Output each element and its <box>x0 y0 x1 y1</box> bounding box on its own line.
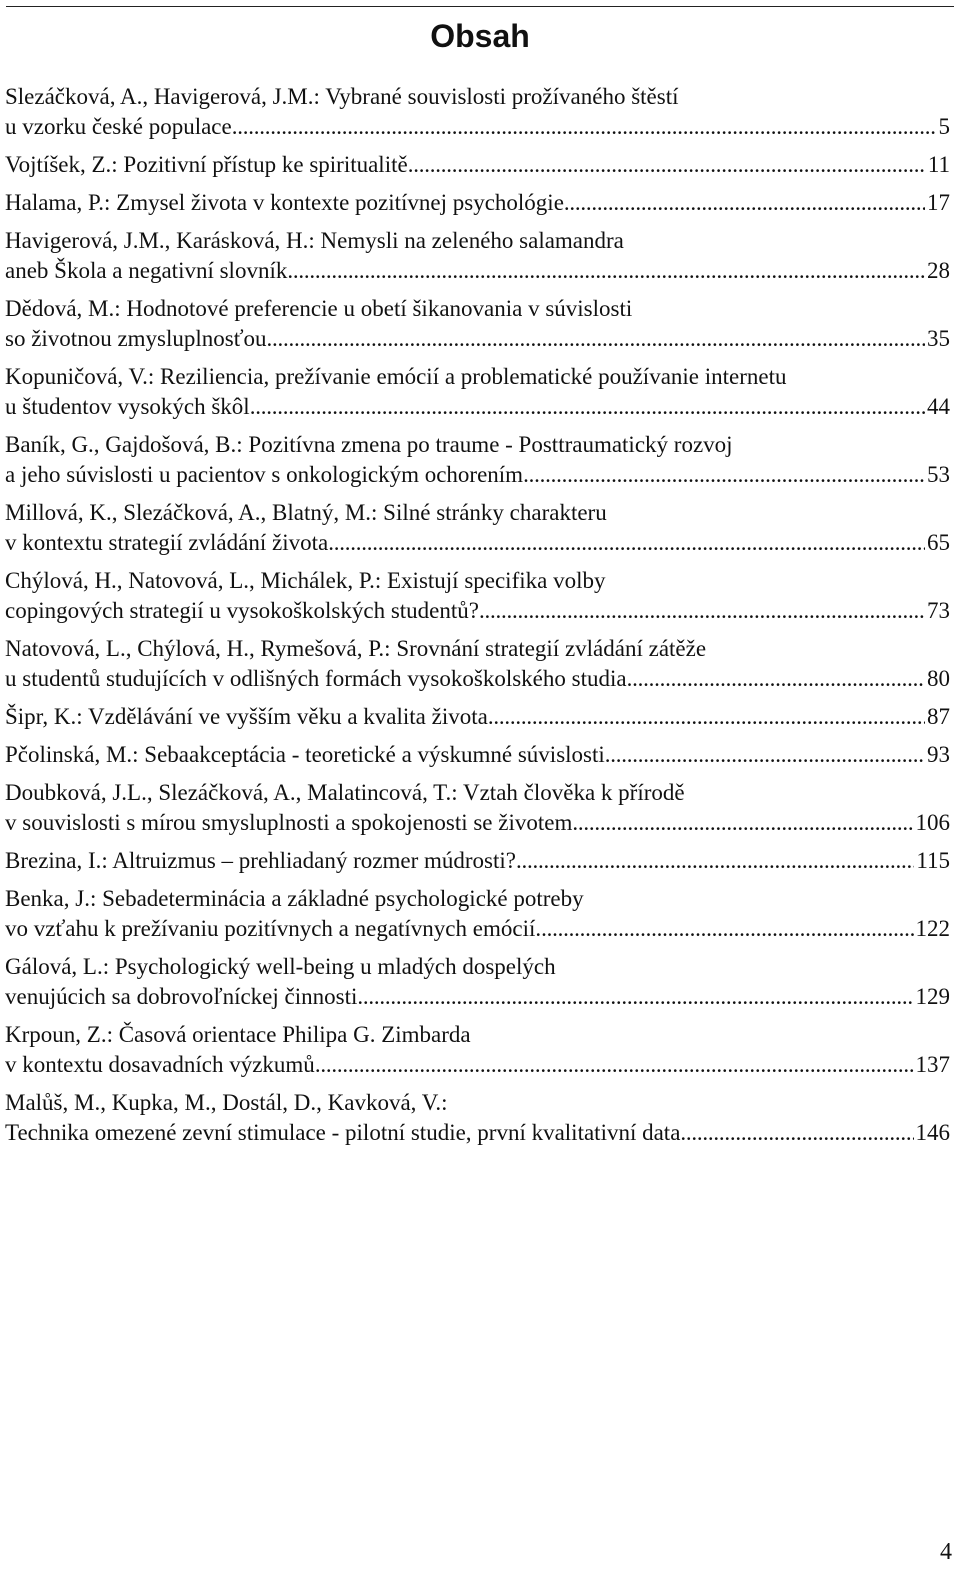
toc-entry[interactable] <box>5 430 950 490</box>
toc-entry-line: Benka, J.: Sebadeterminácia a základné psychologické potreby <box>5 886 584 911</box>
dot-leader <box>564 188 925 218</box>
dot-leader <box>605 740 925 770</box>
toc-entry-last-line <box>5 914 950 944</box>
dot-leader <box>479 596 925 626</box>
toc-entry-title: Vojtíšek, Z.: Pozitivní přístup ke spiritualitě <box>5 152 408 177</box>
toc-entry-line: Havigerová, J.M., Karásková, H.: Nemysli na zeleného salamandra <box>5 228 624 253</box>
toc-entry-title: v souvislosti s mírou smysluplnosti a spokojenosti se životem <box>5 810 573 835</box>
toc-entry-title: Technika omezené zevní stimulace - pilotní studie, první kvalitativní data <box>5 1120 681 1145</box>
toc-page-number: 11 <box>927 152 950 177</box>
toc-page-number: 106 <box>915 810 950 835</box>
toc-entry-last-line <box>5 460 950 490</box>
toc-entry-title: u studentů studujících v odlišných formách vysokoškolského studia <box>5 666 627 691</box>
toc-entry-title: aneb Škola a negativní slovník <box>5 258 288 283</box>
dot-leader <box>328 528 925 558</box>
page-number: 4 <box>940 1539 952 1565</box>
toc-entry-title: v kontextu dosavadních výzkumů <box>5 1052 315 1077</box>
toc-page-number: 53 <box>927 462 950 487</box>
toc-page-number: 44 <box>927 394 950 419</box>
toc-entry-last-line <box>5 150 950 180</box>
toc-entry[interactable] <box>5 150 950 180</box>
toc-entry-last-line <box>5 256 950 286</box>
toc-entry[interactable] <box>5 634 950 694</box>
toc-entry-title: v kontextu strategií zvládání života <box>5 530 329 555</box>
toc-entry[interactable] <box>5 226 950 286</box>
toc-entry[interactable] <box>5 294 950 354</box>
dot-leader <box>680 1118 913 1148</box>
toc-entry-title: Halama, P.: Zmysel života v kontexte pozitívnej psychológie <box>5 190 564 215</box>
toc-entry[interactable] <box>5 952 950 1012</box>
toc-entry-last-line <box>5 528 950 558</box>
toc-entry-title: Šipr, K.: Vzdělávání ve vyšším věku a kvalita života <box>5 704 488 729</box>
toc-entry-line: Gálová, L.: Psychologický well-being u mladých dospelých <box>5 954 556 979</box>
toc-entry-last-line <box>5 1118 950 1148</box>
toc-entry[interactable] <box>5 82 950 142</box>
dot-leader <box>488 702 925 732</box>
toc-entry-line: Chýlová, H., Natovová, L., Michálek, P.: Existují specifika volby <box>5 568 606 593</box>
toc-page-number: 146 <box>915 1120 950 1145</box>
toc-entry[interactable] <box>5 498 950 558</box>
toc-entry-line: Millová, K., Slezáčková, A., Blatný, M.: Silné stránky charakteru <box>5 500 607 525</box>
toc-entry-line: Krpoun, Z.: Časová orientace Philipa G. Zimbarda <box>5 1022 471 1047</box>
toc-page-number: 35 <box>927 326 950 351</box>
toc-page-number: 129 <box>915 984 950 1009</box>
toc-entry-title: Brezina, I.: Altruizmus – prehliadaný rozmer múdrosti? <box>5 848 516 873</box>
toc-entry-line: Doubková, J.L., Slezáčková, A., Malatincová, T.: Vztah člověka k přírodě <box>5 780 685 805</box>
dot-leader <box>287 256 925 286</box>
toc-entry-line: Kopuničová, V.: Reziliencia, prežívanie emócií a problematické používanie internetu <box>5 364 787 389</box>
toc-page-number: 73 <box>927 598 950 623</box>
dot-leader <box>572 808 913 838</box>
page-title: Obsah <box>430 18 530 54</box>
table-of-contents <box>5 82 950 1156</box>
toc-entry-line: Dědová, M.: Hodnotové preferencie u obetí šikanovania v súvislosti <box>5 296 633 321</box>
toc-entry-last-line <box>5 596 950 626</box>
toc-entry-last-line <box>5 112 950 142</box>
toc-page-number: 65 <box>927 530 950 555</box>
toc-page-number: 122 <box>915 916 950 941</box>
toc-entry-last-line <box>5 982 950 1012</box>
dot-leader <box>516 846 914 876</box>
toc-entry-title: u študentov vysokých škôl <box>5 394 250 419</box>
toc-entry-line: Slezáčková, A., Havigerová, J.M.: Vybrané souvislosti prožívaného štěstí <box>5 84 679 109</box>
dot-leader <box>541 914 913 944</box>
toc-entry-last-line <box>5 392 950 422</box>
toc-page-number: 137 <box>915 1052 950 1077</box>
toc-entry[interactable] <box>5 778 950 838</box>
toc-entry-title: a jeho súvislosti u pacientov s onkologickým ochorením <box>5 462 524 487</box>
toc-page-number: 17 <box>927 190 950 215</box>
toc-entry-last-line <box>5 702 950 732</box>
dot-leader <box>315 1050 914 1080</box>
toc-page-number: 5 <box>938 114 950 139</box>
toc-entry[interactable] <box>5 362 950 422</box>
toc-entry-title: Pčolinská, M.: Sebaakceptácia - teoretické a výskumné súvislosti <box>5 742 605 767</box>
toc-page-number: 80 <box>927 666 950 691</box>
toc-entry-last-line <box>5 664 950 694</box>
dot-leader <box>357 982 913 1012</box>
dot-leader <box>627 664 925 694</box>
toc-entry-title: u vzorku české populace <box>5 114 232 139</box>
toc-entry-last-line <box>5 740 950 770</box>
toc-entry-line: Natovová, L., Chýlová, H., Rymešová, P.: Srovnání strategií zvládání zátěže <box>5 636 707 661</box>
dot-leader <box>267 324 925 354</box>
toc-entry-last-line <box>5 1050 950 1080</box>
toc-entry[interactable] <box>5 1020 950 1080</box>
toc-entry-title: venujúcich sa dobrovoľníckej činnosti <box>5 984 358 1009</box>
toc-entry[interactable] <box>5 1088 950 1148</box>
toc-entry-last-line <box>5 324 950 354</box>
toc-entry[interactable] <box>5 740 950 770</box>
toc-entry[interactable] <box>5 846 950 876</box>
toc-page-number: 87 <box>927 704 950 729</box>
toc-page-number: 93 <box>927 742 950 767</box>
toc-page-number: 115 <box>916 848 950 873</box>
toc-entry-line: Baník, G., Gajdošová, B.: Pozitívna zmena po traume - Posttraumatický rozvoj <box>5 432 733 457</box>
toc-entry[interactable] <box>5 702 950 732</box>
toc-entry-title: copingových strategií u vysokoškolských studentů? <box>5 598 479 623</box>
toc-page-number: 28 <box>927 258 950 283</box>
toc-entry-last-line <box>5 846 950 876</box>
top-rule <box>6 6 954 7</box>
toc-entry-line: Malůš, M., Kupka, M., Dostál, D., Kavková, V.: <box>5 1090 448 1115</box>
toc-entry-last-line <box>5 808 950 838</box>
dot-leader <box>523 460 925 490</box>
toc-entry[interactable] <box>5 188 950 218</box>
dot-leader <box>250 392 925 422</box>
toc-entry[interactable] <box>5 566 950 626</box>
dot-leader <box>408 150 926 180</box>
toc-entry-title: so životnou zmysluplnosťou <box>5 326 267 351</box>
toc-entry[interactable] <box>5 884 950 944</box>
toc-entry-title: vo vzťahu k prežívaniu pozitívnych a negatívnych emócií. <box>5 916 542 941</box>
toc-entry-last-line <box>5 188 950 218</box>
dot-leader <box>232 112 937 142</box>
